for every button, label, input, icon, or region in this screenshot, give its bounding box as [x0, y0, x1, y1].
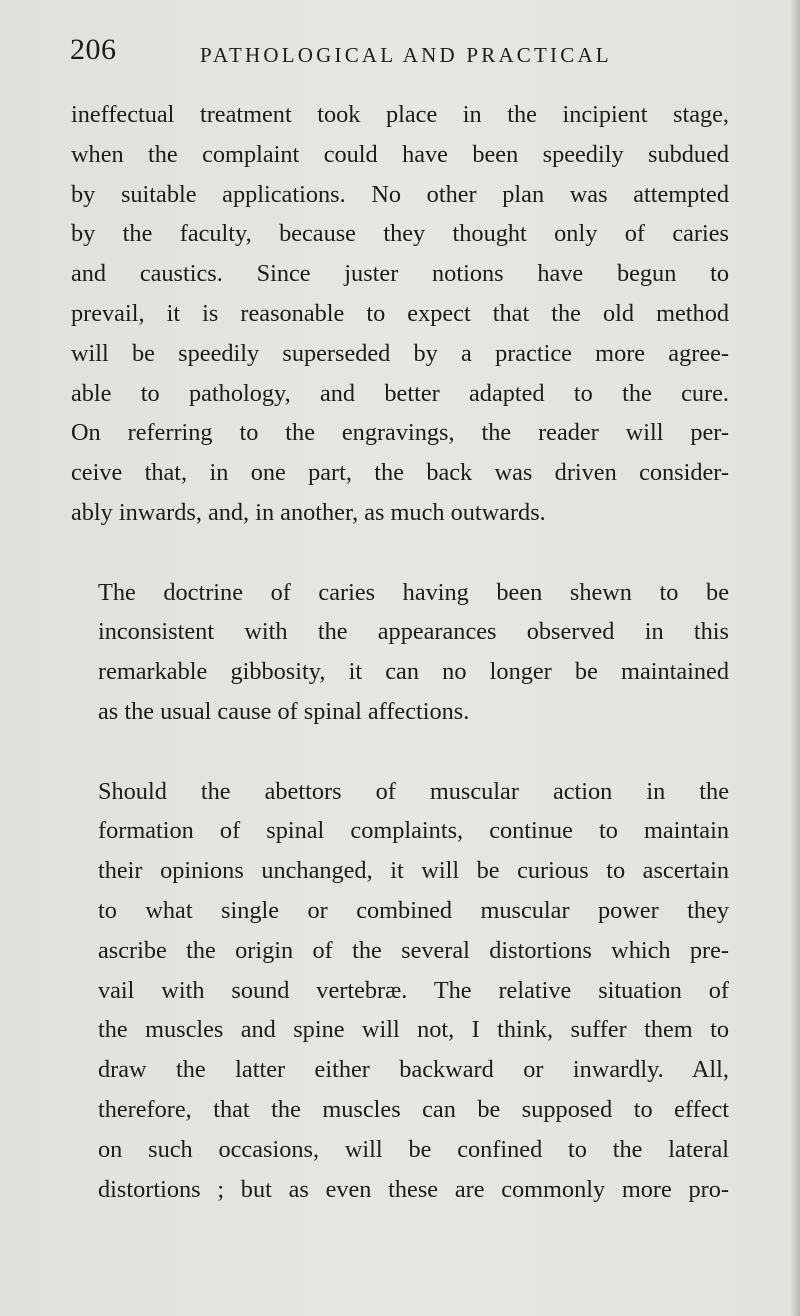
running-head: PATHOLOGICAL AND PRACTICAL	[200, 43, 612, 67]
paragraph	[71, 772, 729, 1210]
text-line: to what single or combined muscular power they	[98, 896, 729, 924]
page-number: 206	[70, 33, 117, 66]
text-line: formation of spinal complaints, continue to maintain	[98, 817, 729, 845]
text-line: able to pathology, and better adapted to the cure.	[71, 379, 729, 407]
text-line: ineffectual treatment took place in the incipient stage,	[71, 101, 729, 128]
text-line: On referring to the engravings, the reader will per-	[71, 419, 729, 447]
paragraph	[71, 573, 729, 732]
text-line: ably inwards, and, in another, as much outwards.	[71, 498, 546, 526]
text-line: by suitable applications. No other plan was attempted	[71, 180, 729, 208]
page-header	[70, 30, 730, 74]
text-line: as the usual cause of spinal affections.	[98, 697, 470, 725]
text-line: inconsistent with the appearances observed in this	[98, 618, 729, 646]
text-line: their opinions unchanged, it will be curious to ascertain	[98, 857, 729, 885]
text-line: will be speedily superseded by a practice more agree-	[71, 339, 729, 367]
text-line: therefore, that the muscles can be supposed to effect	[98, 1095, 729, 1123]
text-line: on such occasions, will be confined to the lateral	[98, 1135, 729, 1163]
text-line: the muscles and spine will not, I think, suffer them to	[98, 1016, 729, 1044]
text-line: vail with sound vertebræ. The relative situation of	[98, 976, 729, 1004]
text-line: ceive that, in one part, the back was driven consider-	[71, 459, 729, 487]
text-line: and caustics. Since juster notions have begun to	[71, 260, 729, 288]
text-line: ascribe the origin of the several distortions which pre-	[98, 936, 729, 964]
text-line: remarkable gibbosity, it can no longer be maintained	[98, 658, 729, 686]
paragraph	[71, 95, 729, 533]
text-line: by the faculty, because they thought only of caries	[71, 220, 729, 248]
text-line: prevail, it is reasonable to expect that the old method	[71, 299, 729, 327]
page-edge-shadow	[790, 0, 800, 1316]
text-line: The doctrine of caries having been shewn to be	[98, 578, 729, 606]
text-line: draw the latter either backward or inwardly. All,	[98, 1056, 729, 1084]
text-line: when the complaint could have been speedily subdued	[71, 140, 729, 168]
body-text	[71, 95, 729, 1209]
text-line: Should the abettors of muscular action in the	[98, 777, 729, 805]
text-line: distortions ; but as even these are commonly more pro-	[98, 1175, 729, 1203]
